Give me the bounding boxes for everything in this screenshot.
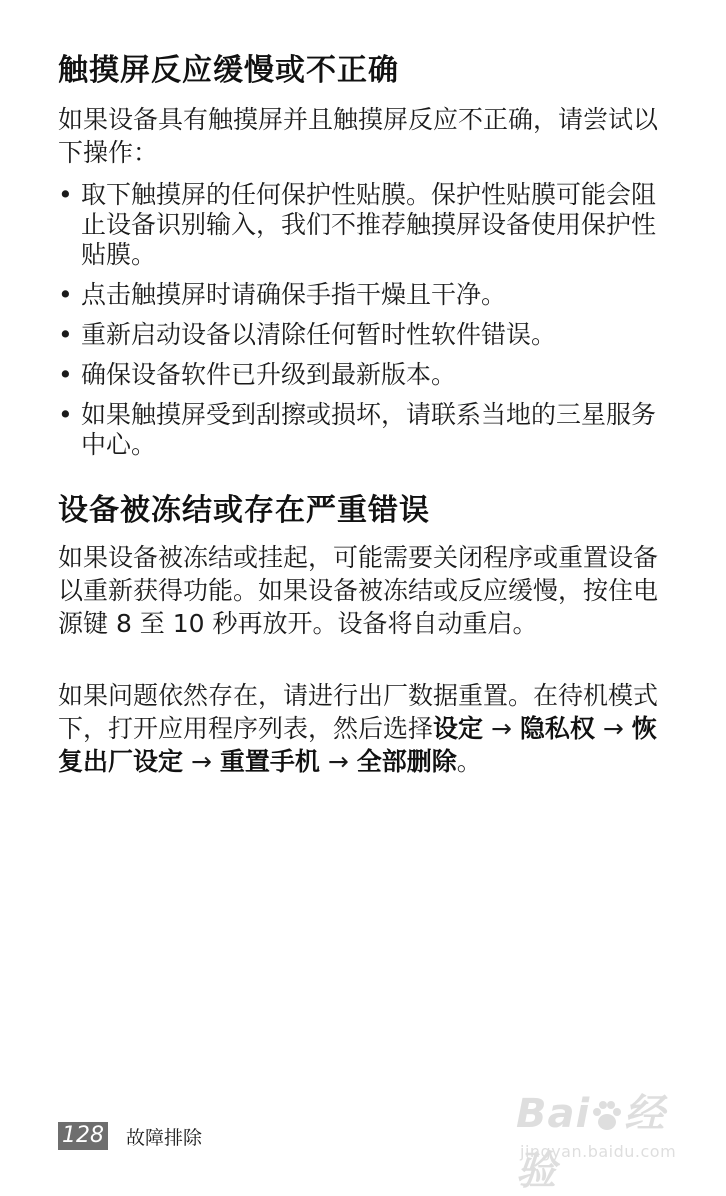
list-item [58,360,673,390]
list-item [58,400,673,460]
watermark-url: jingyan.baidu.com [520,1142,677,1161]
bullet-icon: • [58,280,73,309]
bullet-icon: • [58,320,73,349]
paw-icon [590,1099,624,1133]
path-arrow: → [183,747,220,776]
list-item-text: 取下触摸屏的任何保护性贴膜。保护性贴膜可能会阻止设备识别输入，我们不推荐触摸屏设备使用保护性贴膜。 [81,180,657,269]
list-item [58,180,673,270]
chapter-name: 故障排除 [126,1126,203,1149]
touchscreen-intro: 如果设备具有触摸屏并且触摸屏反应不正确，请尝试以下操作： [58,105,659,167]
menu-path-step: 恢复出厂设定 [58,714,657,776]
list-item [58,320,673,350]
path-arrow: → [594,714,632,743]
factory-reset-paragraph [58,679,668,778]
path-arrow: → [483,714,520,743]
menu-path-step: 全部删除 [356,747,457,776]
menu-path-step: 隐私权 [519,714,595,743]
list-item-text: 点击触摸屏时请确保手指干燥且干净。 [81,280,507,309]
section-title-frozen-device: 设备被冻结或存在严重错误 [58,493,430,528]
list-item-text: 重新启动设备以清除任何暂时性软件错误。 [81,320,557,349]
section-title-touchscreen: 触摸屏反应缓慢或不正确 [58,53,399,88]
watermark-logo-left: Bai [516,1091,591,1137]
touchscreen-steps-list [58,180,673,470]
list-item-text: 确保设备软件已升级到最新版本。 [81,360,457,389]
path-arrow: → [319,747,357,776]
page-number: 128 [58,1122,108,1150]
watermark-logo [516,1082,696,1196]
menu-path-step: 重置手机 [219,747,320,776]
watermark-logo-right: 经验 [516,1091,666,1194]
list-item-text: 如果触摸屏受到刮擦或损坏，请联系当地的三星服务中心。 [81,400,657,459]
frozen-device-paragraph: 如果设备被冻结或挂起，可能需要关闭程序或重置设备以重新获得功能。如果设备被冻结或反应缓慢，按住电源键 8 至 10 秒再放开。设备将自动重启。 [58,543,659,638]
page-footer [58,1122,202,1150]
bullet-icon: • [58,180,73,209]
bullet-icon: • [58,400,73,429]
menu-path-step: 设定 [433,714,484,743]
sentence-end: 。 [456,747,482,776]
factory-reset-text: 如果问题依然存在，请进行出厂数据重置。在待机模式下，打开应用程序列表，然后选择 [58,681,659,743]
bullet-icon: • [58,360,73,389]
baidu-jingyan-watermark [516,1082,696,1194]
list-item [58,280,673,310]
